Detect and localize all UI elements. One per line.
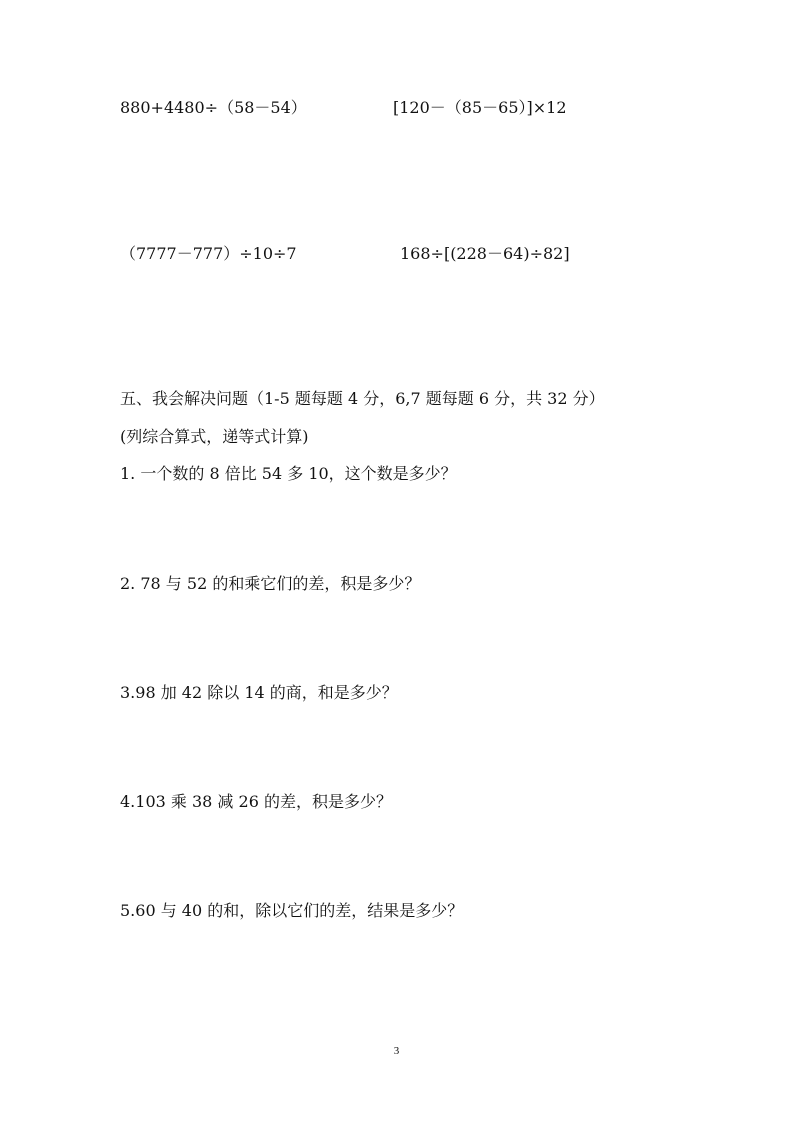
word-problem-5: 5.60 与 40 的和，除以它们的差，结果是多少？ xyxy=(120,901,464,920)
calculation-expression-1: 880+4480÷（58－54） xyxy=(120,98,307,117)
section-instruction: (列综合算式，递等式计算) xyxy=(120,427,309,446)
section-title: 五、我会解决问题（1-5 题每题 4 分，6,7 题每题 6 分，共 32 分） xyxy=(120,389,605,408)
calculation-expression-4: 168÷[(228－64)÷82] xyxy=(400,244,570,263)
calculation-expression-3: （7777－777）÷10÷7 xyxy=(120,244,297,263)
calculation-expression-2: [120－（85－65）]×12 xyxy=(393,98,567,117)
page-number: 3 xyxy=(393,1045,400,1057)
word-problem-2: 2. 78 与 52 的和乘它们的差，积是多少？ xyxy=(120,574,421,593)
word-problem-4: 4.103 乘 38 减 26 的差，积是多少？ xyxy=(120,792,392,811)
word-problem-3: 3.98 加 42 除以 14 的商，和是多少？ xyxy=(120,683,398,702)
word-problem-1: 1. 一个数的 8 倍比 54 多 10，这个数是多少？ xyxy=(120,464,457,483)
